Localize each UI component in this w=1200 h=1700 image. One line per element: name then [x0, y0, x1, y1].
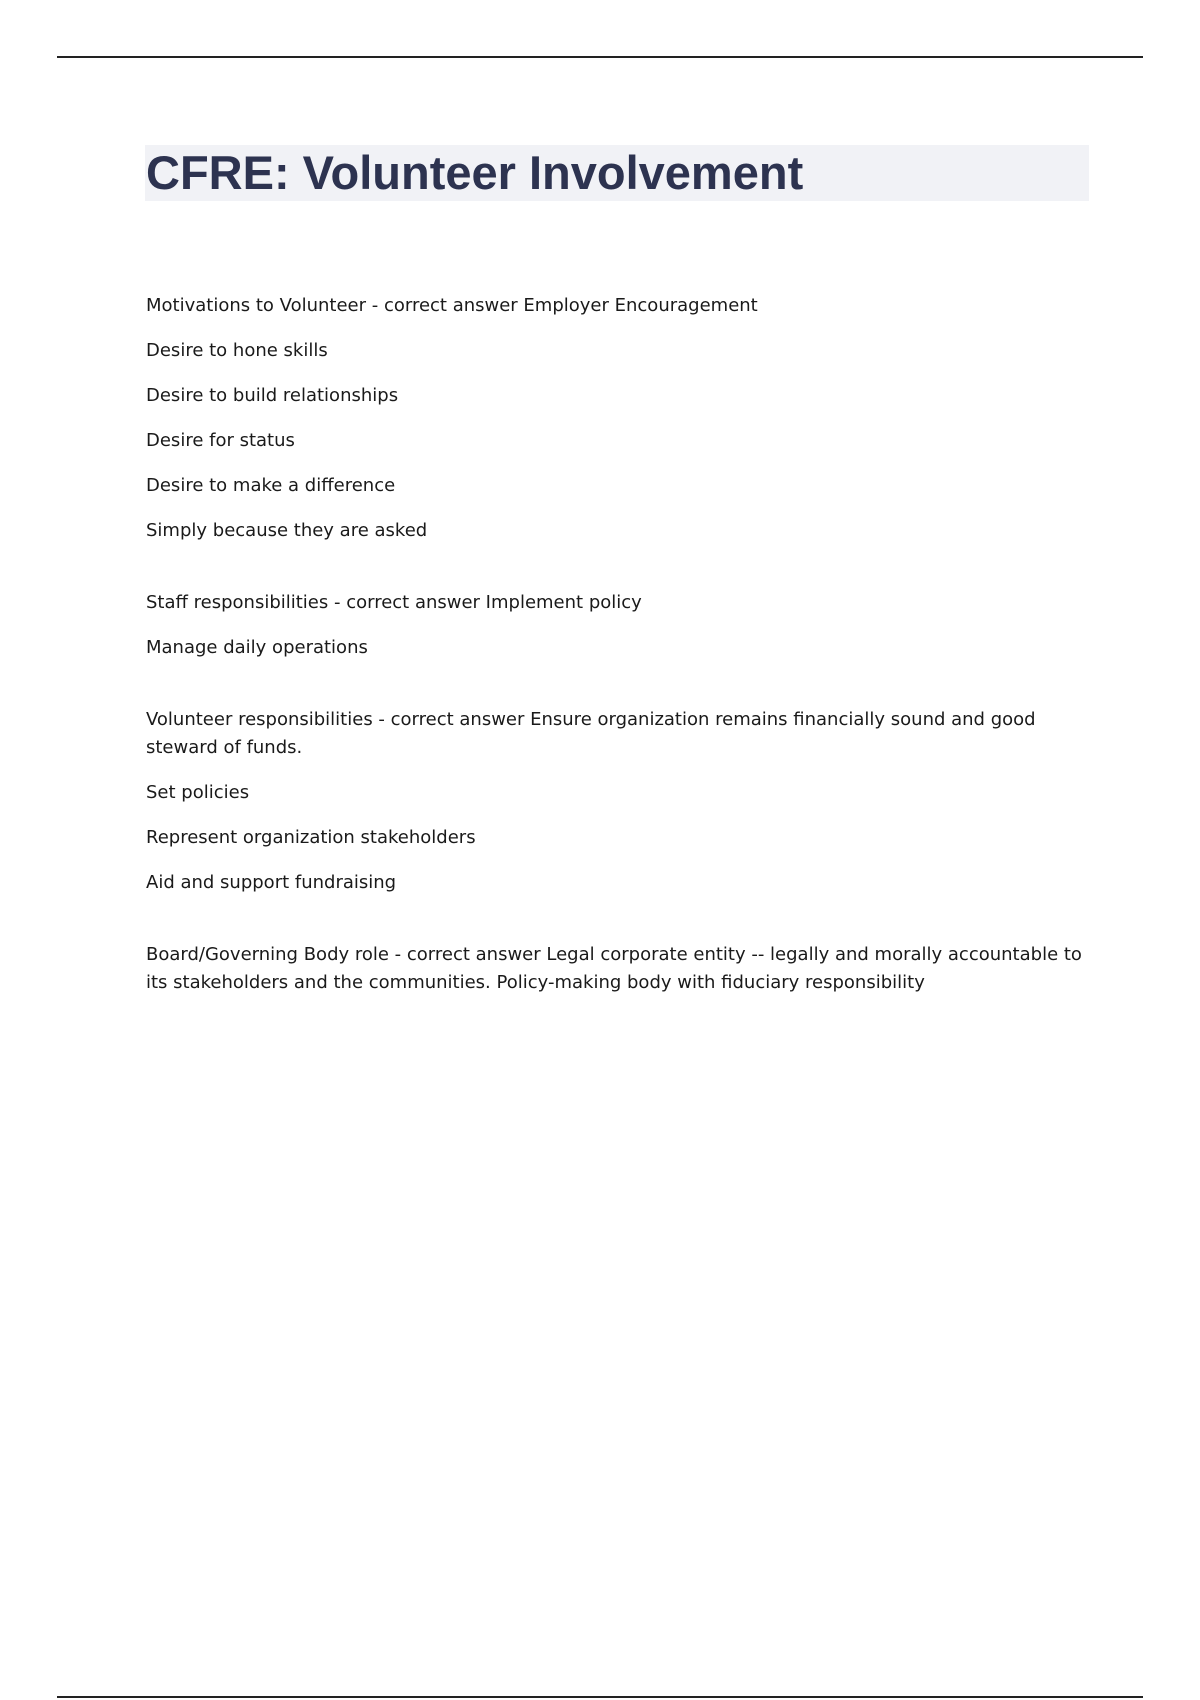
- page-bottom-rule: [57, 1696, 1143, 1698]
- page-title: CFRE: Volunteer Involvement: [146, 146, 804, 199]
- page-top-rule: [57, 56, 1143, 58]
- qa-question-line: Board/Governing Body role - correct answer Legal corporate entity -- legally and morally accountable to its stakeholders and the communities. Policy-making body with fiduciary responsibility: [146, 944, 1082, 993]
- qa-question-line: Motivations to Volunteer - correct answer Employer Encouragement: [146, 295, 758, 316]
- answer-line: Desire for status: [146, 430, 295, 451]
- document-body: [146, 292, 1090, 997]
- answer-line: Desire to hone skills: [146, 340, 328, 361]
- qa-group-staff: [146, 589, 1090, 662]
- answer-line: Aid and support fundraising: [146, 872, 397, 893]
- answer-line: Desire to make a difference: [146, 475, 396, 496]
- qa-group-volunteer: [146, 706, 1090, 897]
- answer-line: Simply because they are asked: [146, 520, 428, 541]
- qa-group-board: [146, 941, 1090, 997]
- qa-question-line: Staff responsibilities - correct answer Implement policy: [146, 592, 642, 613]
- answer-line: Represent organization stakeholders: [146, 827, 476, 848]
- qa-question-line: Volunteer responsibilities - correct answer Ensure organization remains financially sound and good steward of funds.: [146, 709, 1036, 758]
- answer-line: Manage daily operations: [146, 637, 368, 658]
- answer-line: Set policies: [146, 782, 250, 803]
- qa-group-motivations: [146, 292, 1090, 545]
- answer-line: Desire to build relationships: [146, 385, 399, 406]
